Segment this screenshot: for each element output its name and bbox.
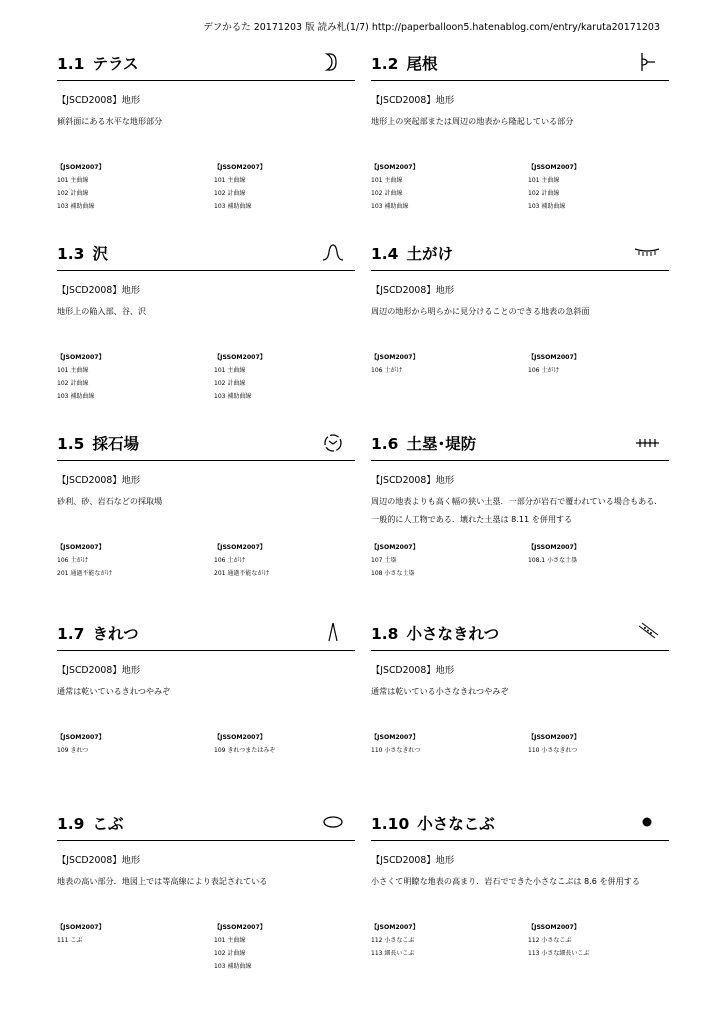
definition-text: 通常は乾いている小さなきれつやみぞ: [371, 686, 509, 696]
card-title-row: [371, 430, 669, 460]
jsom-column: [371, 542, 521, 581]
code-line: 112 小さなこぶ: [371, 937, 415, 944]
code-line: 103 補助曲線: [57, 203, 95, 210]
earth-bank-symbol-icon: [633, 240, 661, 264]
card-title: [371, 812, 495, 834]
definition-text: 通常は乾いているきれつやみぞ: [57, 686, 171, 696]
page-header: デフかるた 20171203 版 読み札(1/7) http://paperballoon5.hatenablog.com/entry/karuta20171203: [203, 22, 660, 33]
card-title: [57, 622, 139, 644]
card-name: こぶ: [92, 815, 124, 833]
code-line: 106 土がけ: [528, 367, 560, 374]
card-title-row: [57, 430, 355, 460]
card-title: [371, 242, 453, 264]
jssom-heading: 【JSSOM2007】: [528, 164, 580, 171]
card-number: 1.8: [371, 625, 399, 643]
code-line: 102 計曲線: [214, 380, 246, 387]
card-number: 1.7: [57, 625, 85, 643]
code-line: 109 きれつまたはみぞ: [214, 747, 276, 754]
code-line: 201 通過不能ながけ: [214, 570, 270, 577]
jsom-column: [57, 732, 207, 758]
jssom-column: [214, 922, 364, 974]
card-name: 小さなこぶ: [417, 815, 495, 833]
card-title: [371, 52, 437, 74]
code-line: 102 計曲線: [57, 190, 89, 197]
card-title-row: [57, 620, 355, 650]
symbol-card: [57, 620, 355, 788]
card-title-row: [57, 810, 355, 840]
card-title: [371, 432, 476, 454]
erosion-gully-symbol-icon: [319, 620, 347, 644]
card-title: [57, 52, 139, 74]
title-divider: [371, 460, 669, 461]
card-title-row: [371, 620, 669, 650]
symbol-card: [57, 50, 355, 218]
code-line: 103 補助曲線: [214, 393, 252, 400]
jssom-heading: 【JSSOM2007】: [214, 734, 266, 741]
code-line: 109 きれつ: [57, 747, 89, 754]
jssom-column: [528, 922, 678, 961]
code-line: 103 補助曲線: [214, 963, 252, 970]
jssom-column: [214, 352, 364, 404]
code-line: 101 主曲線: [528, 177, 560, 184]
code-line: 101 主曲線: [57, 177, 89, 184]
definition-title: 【JSCD2008】地形: [371, 475, 455, 486]
code-line: 103 補助曲線: [57, 393, 95, 400]
jssom-heading: 【JSSOM2007】: [528, 544, 580, 551]
card-title: [57, 242, 108, 264]
card-name: テラス: [92, 55, 139, 73]
card-number: 1.2: [371, 55, 399, 73]
ridge-symbol-icon: [633, 50, 661, 74]
title-divider: [57, 460, 355, 461]
definition-title: 【JSCD2008】地形: [57, 855, 141, 866]
card-name: 沢: [92, 245, 108, 263]
definition-title: 【JSCD2008】地形: [57, 475, 141, 486]
jsom-heading: 【JSOM2007】: [57, 924, 105, 931]
jsom-column: [371, 732, 521, 758]
card-number: 1.10: [371, 815, 410, 833]
symbol-card: [371, 240, 669, 408]
definition-text: 周辺の地形から明らかに見分けることのできる地表の急斜面: [371, 306, 590, 316]
definition-text: 小さくて明瞭な地表の高まり．岩石でできた小さなこぶは 8.6 を併用する: [371, 876, 640, 886]
code-line: 113 小さな細長いこぶ: [528, 950, 590, 957]
title-divider: [371, 650, 669, 651]
definition-title: 【JSCD2008】地形: [57, 285, 141, 296]
card-name: 土塁･堤防: [406, 435, 477, 453]
definition-text: 傾斜面にある水平な地形部分: [57, 116, 163, 126]
card-name: きれつ: [92, 625, 139, 643]
code-line: 112 小さなこぶ: [528, 937, 572, 944]
earth-wall-symbol-icon: [633, 430, 661, 454]
definition-title: 【JSCD2008】地形: [371, 665, 455, 676]
definition-text: 地形上の陥入部、谷、沢: [57, 306, 147, 316]
jssom-column: [528, 162, 678, 214]
code-line: 110 小さなきれつ: [371, 747, 421, 754]
code-line: 106 土がけ: [57, 557, 89, 564]
code-line: 107 土塁: [371, 557, 397, 564]
definition-text: 地表の高い部分．地図上では等高線により表記されている: [57, 876, 268, 886]
jsom-column: [371, 352, 521, 378]
code-line: 103 補助曲線: [371, 203, 409, 210]
jsom-column: [371, 922, 521, 961]
code-line: 103 補助曲線: [528, 203, 566, 210]
definition-text: 地形上の突起部または周辺の地表から隆起している部分: [371, 116, 574, 126]
code-line: 101 主曲線: [214, 177, 246, 184]
card-title: [57, 432, 139, 454]
jsom-column: [57, 352, 207, 404]
definition-text: 砂利、砂、岩石などの採取場: [57, 496, 163, 506]
jsom-heading: 【JSOM2007】: [371, 734, 419, 741]
symbol-card: [57, 810, 355, 978]
code-line: 111 こぶ: [57, 937, 83, 944]
code-line: 113 細長いこぶ: [371, 950, 415, 957]
card-title-row: [371, 50, 669, 80]
jssom-heading: 【JSSOM2007】: [214, 164, 266, 171]
code-line: 108.1 小さな土塁: [528, 557, 578, 564]
card-number: 1.1: [57, 55, 85, 73]
code-line: 102 計曲線: [528, 190, 560, 197]
code-line: 106 土がけ: [214, 557, 246, 564]
jssom-column: [528, 732, 678, 758]
card-title-row: [57, 240, 355, 270]
jsom-column: [57, 922, 207, 948]
card-name: 土がけ: [406, 245, 453, 263]
code-line: 201 通過不能ながけ: [57, 570, 113, 577]
code-line: 106 土がけ: [371, 367, 403, 374]
card-name: 尾根: [406, 55, 438, 73]
quarry-symbol-icon: [319, 430, 347, 454]
jssom-column: [214, 162, 364, 214]
title-divider: [57, 80, 355, 81]
code-line: 102 計曲線: [214, 190, 246, 197]
jssom-heading: 【JSSOM2007】: [528, 354, 580, 361]
code-line: 102 計曲線: [214, 950, 246, 957]
jsom-heading: 【JSOM2007】: [57, 164, 105, 171]
jssom-heading: 【JSSOM2007】: [214, 354, 266, 361]
definition-title: 【JSCD2008】地形: [371, 855, 455, 866]
jssom-column: [214, 732, 364, 758]
jsom-column: [57, 542, 207, 581]
card-name: 採石場: [92, 435, 139, 453]
code-line: 101 主曲線: [57, 367, 89, 374]
reentrant-symbol-icon: [319, 240, 347, 264]
card-name: 小さなきれつ: [406, 625, 500, 643]
card-number: 1.6: [371, 435, 399, 453]
jsom-column: [371, 162, 521, 214]
jssom-heading: 【JSSOM2007】: [214, 924, 266, 931]
jsom-heading: 【JSOM2007】: [371, 924, 419, 931]
card-title-row: [57, 50, 355, 80]
jsom-heading: 【JSOM2007】: [57, 354, 105, 361]
small-gully-symbol-icon: [633, 620, 661, 644]
code-line: 103 補助曲線: [214, 203, 252, 210]
code-line: 101 主曲線: [214, 937, 246, 944]
terrace-symbol-icon: [319, 50, 347, 74]
card-number: 1.5: [57, 435, 85, 453]
code-line: 101 主曲線: [214, 367, 246, 374]
title-divider: [371, 270, 669, 271]
jsom-heading: 【JSOM2007】: [371, 354, 419, 361]
symbol-card: [57, 240, 355, 408]
jssom-column: [214, 542, 364, 581]
symbol-card: [371, 430, 669, 598]
code-line: 110 小さなきれつ: [528, 747, 578, 754]
definition-title: 【JSCD2008】地形: [57, 95, 141, 106]
symbol-card: [371, 620, 669, 788]
jssom-heading: 【JSSOM2007】: [214, 544, 266, 551]
small-knoll-symbol-icon: [633, 810, 661, 834]
card-title-row: [371, 810, 669, 840]
title-divider: [371, 80, 669, 81]
card-number: 1.4: [371, 245, 399, 263]
code-line: 102 計曲線: [57, 380, 89, 387]
jsom-column: [57, 162, 207, 214]
jsom-heading: 【JSOM2007】: [57, 544, 105, 551]
card-number: 1.9: [57, 815, 85, 833]
jsom-heading: 【JSOM2007】: [371, 544, 419, 551]
title-divider: [57, 270, 355, 271]
jssom-heading: 【JSSOM2007】: [528, 924, 580, 931]
jsom-heading: 【JSOM2007】: [371, 164, 419, 171]
title-divider: [57, 650, 355, 651]
title-divider: [57, 840, 355, 841]
card-number: 1.3: [57, 245, 85, 263]
symbol-card: [371, 810, 669, 978]
definition-title: 【JSCD2008】地形: [371, 285, 455, 296]
code-line: 102 計曲線: [371, 190, 403, 197]
jsom-heading: 【JSOM2007】: [57, 734, 105, 741]
code-line: 101 主曲線: [371, 177, 403, 184]
code-line: 108 小さな土塁: [371, 570, 415, 577]
knoll-symbol-icon: [319, 810, 347, 834]
symbol-card: [371, 50, 669, 218]
jssom-heading: 【JSSOM2007】: [528, 734, 580, 741]
title-divider: [371, 840, 669, 841]
card-title: [57, 812, 123, 834]
jssom-column: [528, 542, 678, 568]
definition-title: 【JSCD2008】地形: [57, 665, 141, 676]
definition-text: 周辺の地表よりも高く幅の狭い土塁．一部分が岩石で覆われている場合もある．一般的に人工物である．壊れた土塁は 8.11 を併用する: [371, 496, 663, 524]
definition-title: 【JSCD2008】地形: [371, 95, 455, 106]
card-title: [371, 622, 499, 644]
symbol-card: [57, 430, 355, 598]
card-title-row: [371, 240, 669, 270]
jssom-column: [528, 352, 678, 378]
